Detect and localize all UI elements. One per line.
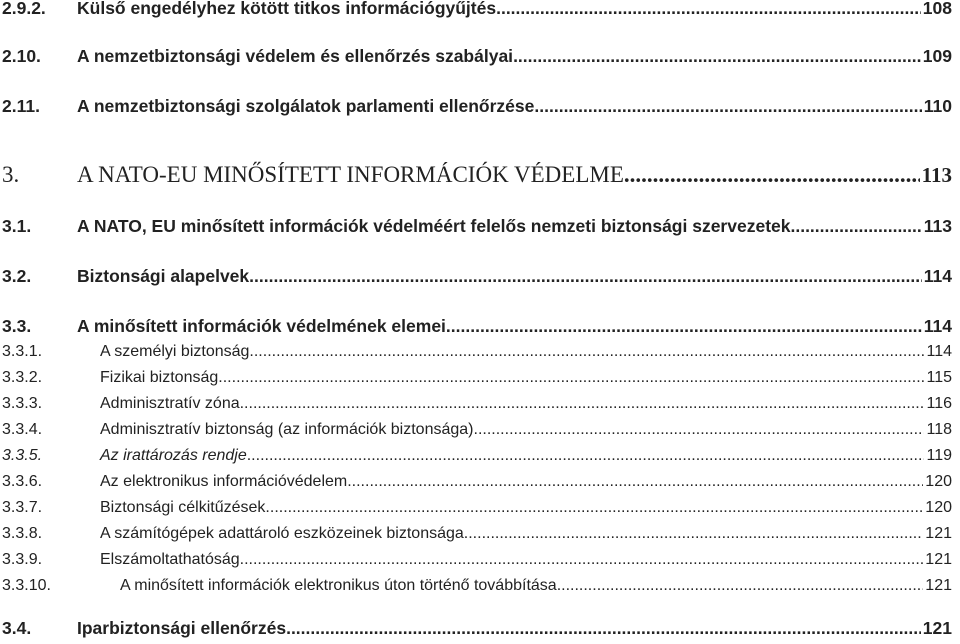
dot-leader bbox=[464, 525, 924, 543]
dot-leader bbox=[624, 162, 920, 188]
toc-entry-page: 113 bbox=[921, 163, 952, 187]
toc-subentry[interactable] bbox=[0, 421, 960, 439]
toc-entry-title: A számítógépek adattároló eszközeinek biztonsága bbox=[100, 525, 464, 542]
toc-entry-title: Az elektronikus információvédelem bbox=[100, 473, 348, 490]
toc-entry-number: 2.11. bbox=[2, 96, 40, 116]
toc-entry-number: 3.2. bbox=[2, 266, 32, 286]
toc-entry-number: 3.3.5. bbox=[2, 447, 43, 464]
dot-leader bbox=[218, 369, 924, 387]
toc-entry-title: A minősített információk védelmének elemei bbox=[77, 316, 446, 336]
toc-subentry[interactable] bbox=[0, 395, 960, 413]
toc-entry-number: 3.3.2. bbox=[2, 369, 43, 386]
dot-leader bbox=[286, 618, 921, 639]
toc-entry[interactable] bbox=[0, 96, 960, 117]
toc-entry[interactable] bbox=[0, 316, 960, 337]
toc-entry-page: 114 bbox=[926, 343, 952, 360]
toc-entry-page: 121 bbox=[925, 551, 952, 568]
toc-entry-title: Külső engedélyhez kötött titkos információgyűjtés bbox=[77, 0, 497, 18]
toc-entry-page: 114 bbox=[923, 266, 952, 286]
toc-subentry[interactable] bbox=[0, 551, 960, 569]
toc-entry-number: 2.10. bbox=[2, 46, 41, 66]
dot-leader bbox=[474, 421, 925, 439]
toc-entry-title: Biztonsági célkitűzések bbox=[100, 499, 266, 516]
toc-entry-number: 3.4. bbox=[2, 618, 32, 638]
toc-entry-title: Adminisztratív zóna bbox=[100, 395, 240, 412]
toc-chapter-entry[interactable] bbox=[0, 162, 960, 188]
toc-entry[interactable] bbox=[0, 46, 960, 67]
dot-leader bbox=[265, 499, 923, 517]
toc-entry-page: 121 bbox=[922, 618, 952, 638]
toc-entry-title: A nemzetbiztonsági védelem és ellenőrzés szabályai bbox=[77, 46, 514, 66]
toc-entry-page: 120 bbox=[925, 473, 952, 490]
toc-entry-page: 114 bbox=[923, 316, 952, 336]
toc-entry[interactable] bbox=[0, 0, 960, 19]
dot-leader bbox=[513, 46, 921, 67]
toc-entry-title: A személyi biztonság bbox=[100, 343, 250, 360]
toc-entry-title: Adminisztratív biztonság (az információk biztonsága) bbox=[100, 421, 474, 438]
toc-entry-number: 3.3.8. bbox=[2, 525, 43, 542]
toc-entry-title: A nemzetbiztonsági szolgálatok parlamenti ellenőrzése bbox=[77, 96, 535, 116]
dot-leader bbox=[247, 447, 925, 465]
dot-leader bbox=[240, 551, 924, 569]
toc-entry-title: Iparbiztonsági ellenőrzés bbox=[77, 618, 287, 638]
toc-entry[interactable] bbox=[0, 266, 960, 287]
toc-entry-page: 109 bbox=[922, 46, 952, 66]
toc-entry-number: 3.3. bbox=[2, 316, 32, 336]
dot-leader bbox=[249, 343, 924, 361]
dot-leader bbox=[249, 266, 922, 287]
toc-subentry[interactable] bbox=[0, 447, 960, 465]
dot-leader bbox=[534, 96, 921, 117]
toc-entry-number: 3.1. bbox=[2, 216, 32, 236]
toc-entry-number: 3.3.7. bbox=[2, 499, 43, 516]
toc-subentry[interactable] bbox=[0, 369, 960, 387]
toc-entry-number: 3.3.4. bbox=[2, 421, 43, 438]
toc-subentry[interactable] bbox=[0, 499, 960, 517]
toc-entry-title: Fizikai biztonság bbox=[100, 369, 219, 386]
dot-leader bbox=[557, 577, 924, 595]
toc-entry-title: A NATO-EU MINŐSÍTETT INFORMÁCIÓK VÉDELME bbox=[77, 162, 624, 187]
toc-subentry[interactable] bbox=[0, 525, 960, 543]
dot-leader bbox=[790, 216, 921, 237]
toc-entry-page: 116 bbox=[926, 395, 952, 412]
toc-entry-page: 108 bbox=[922, 0, 952, 18]
toc-subentry[interactable] bbox=[0, 343, 960, 361]
toc-entry-page: 121 bbox=[925, 525, 952, 542]
toc-entry-title: Biztonsági alapelvek bbox=[77, 266, 250, 286]
toc-entry-page: 121 bbox=[925, 577, 952, 594]
toc-entry-number: 3.3.6. bbox=[2, 473, 43, 490]
toc-entry-number: 3. bbox=[2, 162, 20, 187]
dot-leader bbox=[240, 395, 925, 413]
toc-entry-page: 113 bbox=[923, 216, 952, 236]
toc-entry-title: Az irattározás rendje bbox=[100, 447, 247, 464]
toc-subentry[interactable] bbox=[0, 577, 960, 595]
dot-leader bbox=[496, 0, 921, 19]
toc-entry-title: A minősített információk elektronikus úton történő továbbítása bbox=[120, 577, 557, 594]
toc-entry-page: 118 bbox=[926, 421, 952, 438]
toc-entry-number: 3.3.3. bbox=[2, 395, 43, 412]
toc-entry-title: Elszámoltathatóság bbox=[100, 551, 240, 568]
dot-leader bbox=[347, 473, 923, 491]
toc-entry-page: 120 bbox=[925, 499, 952, 516]
toc-entry[interactable] bbox=[0, 618, 960, 639]
toc-entry-page: 119 bbox=[926, 447, 952, 464]
toc-subentry[interactable] bbox=[0, 473, 960, 491]
toc-entry-number: 3.3.1. bbox=[2, 343, 43, 360]
toc-entry-number: 2.9.2. bbox=[2, 0, 46, 18]
toc-entry-number: 3.3.10. bbox=[2, 577, 51, 594]
dot-leader bbox=[446, 316, 922, 337]
toc-entry[interactable] bbox=[0, 216, 960, 237]
toc-entry-page: 110 bbox=[923, 96, 952, 116]
toc-entry-title: A NATO, EU minősített információk védelméért felelős nemzeti biztonsági szervezetek bbox=[77, 216, 791, 236]
toc-entry-number: 3.3.9. bbox=[2, 551, 43, 568]
toc-entry-page: 115 bbox=[926, 369, 952, 386]
